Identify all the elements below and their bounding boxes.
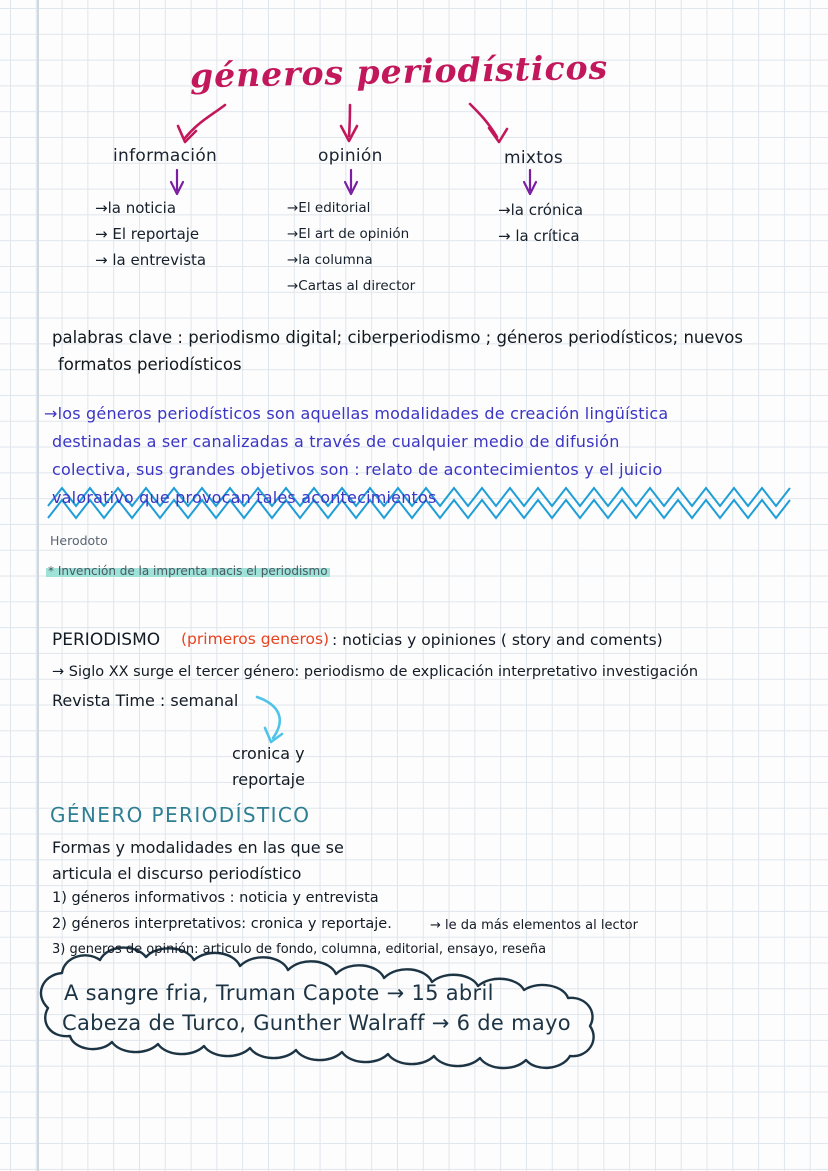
genero-item-2-note: → le da más elementos al lector	[430, 918, 638, 933]
definition-line-3: colectiva, sus grandes objetivos son : relato de acontecimientos y el juicio	[52, 460, 663, 479]
branch-item-mixtos-1: → la crítica	[498, 227, 580, 245]
branch-item-opinion-1: →El art de opinión	[287, 226, 410, 242]
branch-heading-opinion: opinión	[318, 146, 383, 166]
genero-periodistico-heading: GÉNERO PERIODÍSTICO	[50, 803, 311, 827]
genero-item-1: 1) géneros informativos : noticia y entrevista	[52, 890, 379, 906]
branch-item-informacion-1: → El reportaje	[95, 225, 200, 243]
branch-item-opinion-0: →El editorial	[287, 200, 371, 216]
definition-line-1: →los géneros periodísticos son aquellas modalidades de creación lingüística	[44, 404, 669, 423]
genero-item-3: 3) generos de opinión: articulo de fondo, columna, editorial, ensayo, reseña	[52, 942, 547, 957]
periodismo-note-cronica: cronica y	[232, 744, 305, 763]
keywords-line-1: palabras clave : periodismo digital; ciberperiodismo ; géneros periodísticos; nuevos	[52, 328, 743, 347]
definition-line-4: valorativo que provocan tales acontecimientos	[52, 488, 437, 507]
cloud-line-2: Cabeza de Turco, Gunther Walraff → 6 de mayo	[62, 1011, 571, 1035]
periodismo-rest: : noticias y opiniones ( story and coments)	[332, 631, 663, 649]
periodismo-revista-time: Revista Time : semanal	[52, 691, 239, 710]
genero-line-1: Formas y modalidades en las que se	[52, 838, 344, 857]
definition-line-2: destinadas a ser canalizadas a través de cualquier medio de difusión	[52, 432, 620, 451]
branch-heading-informacion: información	[113, 146, 218, 166]
branch-item-informacion-0: →la noticia	[95, 199, 177, 217]
branch-item-informacion-2: → la entrevista	[95, 251, 207, 269]
pencil-note-herodoto: Herodoto	[50, 533, 108, 548]
branch-item-mixtos-0: →la crónica	[498, 201, 584, 219]
page-title: géneros periodísticos	[189, 47, 609, 96]
keywords-line-2: formatos periodísticos	[58, 355, 242, 374]
genero-item-2: 2) géneros interpretativos: cronica y reportaje.	[52, 916, 392, 932]
pencil-note-imprenta: * Invención de la imprenta nacis el periodismo	[48, 564, 328, 578]
periodismo-label: PERIODISMO	[52, 630, 161, 650]
branch-heading-mixtos: mixtos	[504, 148, 564, 168]
branch-item-opinion-2: →la columna	[287, 252, 373, 268]
periodismo-parenthesis: (primeros generos)	[181, 630, 330, 648]
branch-item-opinion-3: →Cartas al director	[287, 278, 416, 294]
periodismo-siglo-xx: → Siglo XX surge el tercer género: periodismo de explicación interpretativo investigación	[52, 664, 699, 680]
genero-line-2: articula el discurso periodístico	[52, 864, 302, 883]
periodismo-note-reportaje: reportaje	[232, 770, 305, 789]
cloud-line-1: A sangre fria, Truman Capote → 15 abril	[64, 981, 494, 1005]
